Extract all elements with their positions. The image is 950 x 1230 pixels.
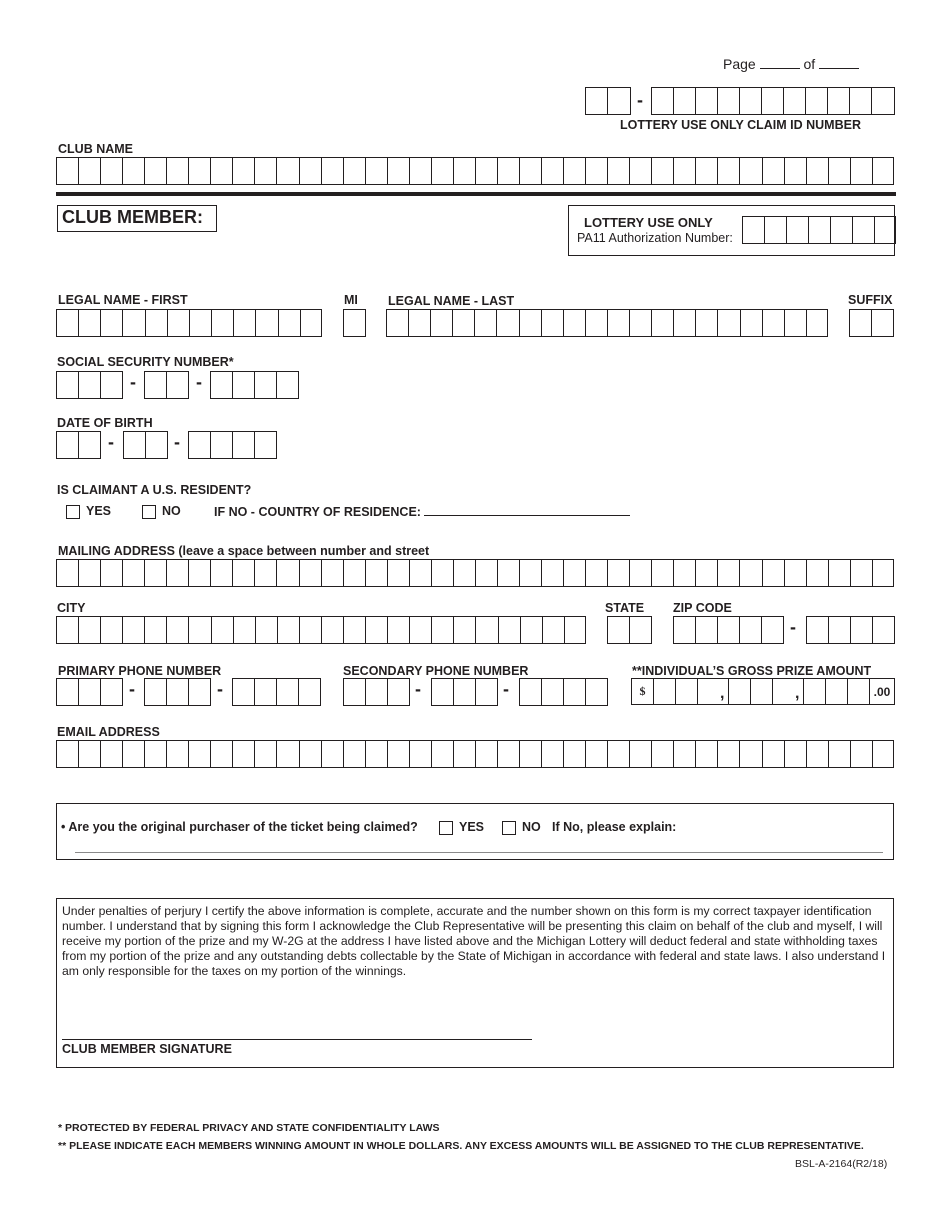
- char-cell[interactable]: [521, 617, 543, 643]
- resident-question: IS CLAIMANT A U.S. RESIDENT?: [57, 483, 252, 497]
- prize-dollar-sign: $: [632, 679, 654, 704]
- char-cell[interactable]: [851, 560, 873, 586]
- char-cell[interactable]: [564, 310, 586, 336]
- char-cell[interactable]: [763, 310, 785, 336]
- char-cell[interactable]: [652, 741, 674, 767]
- char-cell[interactable]: [211, 741, 233, 767]
- ssn-part1-boxes[interactable]: [56, 371, 123, 399]
- char-cell[interactable]: [233, 560, 255, 586]
- char-cell[interactable]: [851, 741, 873, 767]
- char-cell[interactable]: [674, 310, 696, 336]
- char-cell[interactable]: [101, 310, 123, 336]
- char-cell[interactable]: [476, 158, 498, 184]
- resident-no-option[interactable]: [142, 504, 181, 519]
- char-cell[interactable]: [873, 741, 895, 767]
- suffix-label: SUFFIX: [848, 293, 893, 307]
- dob-year-boxes[interactable]: [188, 431, 277, 459]
- char-cell[interactable]: [718, 310, 740, 336]
- ssn-part2-boxes[interactable]: [144, 371, 189, 399]
- char-cell[interactable]: [57, 310, 79, 336]
- char-cell[interactable]: [564, 741, 586, 767]
- char-cell[interactable]: [564, 560, 586, 586]
- secondary-phone-dash-1: -: [415, 679, 421, 699]
- char-cell[interactable]: [851, 158, 873, 184]
- char-cell[interactable]: [255, 158, 277, 184]
- original-purchaser-box: [56, 803, 894, 860]
- char-cell[interactable]: [167, 617, 189, 643]
- club-member-title: CLUB MEMBER:: [57, 205, 217, 232]
- purchaser-explain-label: If No, please explain:: [552, 820, 677, 834]
- char-cell[interactable]: [79, 741, 101, 767]
- mailing-address-field[interactable]: [56, 559, 894, 587]
- char-cell[interactable]: [542, 310, 564, 336]
- char-cell[interactable]: [322, 741, 344, 767]
- secondary-phone-area-boxes[interactable]: [343, 678, 410, 706]
- char-cell[interactable]: [101, 741, 123, 767]
- suffix-field[interactable]: [849, 309, 894, 337]
- char-cell[interactable]: [255, 560, 277, 586]
- char-cell[interactable]: [409, 310, 431, 336]
- char-cell[interactable]: [344, 741, 366, 767]
- char-cell[interactable]: [542, 158, 564, 184]
- char-cell[interactable]: [212, 310, 234, 336]
- char-cell[interactable]: [586, 741, 608, 767]
- char-cell[interactable]: [388, 741, 410, 767]
- resident-no-label: NO: [162, 504, 181, 518]
- char-cell[interactable]: [586, 310, 608, 336]
- char-cell[interactable]: [586, 158, 608, 184]
- char-cell[interactable]: [807, 560, 829, 586]
- prize-amount-label: **INDIVIDUAL’S GROSS PRIZE AMOUNT: [632, 664, 872, 678]
- claim-id-dash: -: [637, 90, 643, 110]
- prize-cents: .00: [873, 684, 891, 699]
- char-cell[interactable]: [279, 310, 301, 336]
- char-cell[interactable]: [696, 741, 718, 767]
- char-cell[interactable]: [410, 560, 432, 586]
- char-cell[interactable]: [608, 560, 630, 586]
- char-cell[interactable]: [256, 310, 278, 336]
- section-divider: [56, 192, 896, 196]
- country-field[interactable]: [424, 504, 630, 516]
- char-cell[interactable]: [630, 310, 652, 336]
- char-cell[interactable]: [123, 158, 145, 184]
- char-cell[interactable]: [608, 741, 630, 767]
- dob-day-boxes[interactable]: [123, 431, 168, 459]
- secondary-phone-prefix-boxes[interactable]: [431, 678, 498, 706]
- char-cell[interactable]: [277, 741, 299, 767]
- char-cell[interactable]: [322, 617, 344, 643]
- lottery-use-only-title: LOTTERY USE ONLY: [584, 215, 713, 230]
- char-cell[interactable]: [432, 158, 454, 184]
- char-cell[interactable]: [410, 741, 432, 767]
- char-cell[interactable]: [696, 310, 718, 336]
- char-cell[interactable]: [785, 741, 807, 767]
- ssn-dash-1: -: [130, 372, 136, 392]
- char-cell[interactable]: [431, 310, 453, 336]
- mi-field[interactable]: [343, 309, 366, 337]
- char-cell[interactable]: [652, 158, 674, 184]
- dob-dash-2: -: [174, 432, 180, 452]
- first-name-label: LEGAL NAME - FIRST: [58, 293, 188, 307]
- char-cell[interactable]: [79, 617, 101, 643]
- char-cell[interactable]: [807, 741, 829, 767]
- char-cell[interactable]: [829, 560, 851, 586]
- prize-comma-2: ,: [795, 685, 800, 702]
- resident-no-checkbox[interactable]: [142, 505, 156, 519]
- resident-yes-option[interactable]: [66, 504, 111, 519]
- char-cell[interactable]: [608, 158, 630, 184]
- char-cell[interactable]: [145, 158, 167, 184]
- char-cell[interactable]: [520, 560, 542, 586]
- char-cell[interactable]: [123, 310, 145, 336]
- whole-dollars-footnote: ** PLEASE INDICATE EACH MEMBERS WINNING AMOUNT IN WHOLE DOLLARS. ANY EXCESS AMOUNTS WILL BE ASSIGNED TO THE CLUB REPRESENTATIVE.: [58, 1140, 864, 1152]
- char-cell[interactable]: [499, 617, 521, 643]
- char-cell[interactable]: [366, 617, 388, 643]
- purchaser-explain-line[interactable]: [75, 852, 883, 853]
- char-cell[interactable]: [696, 560, 718, 586]
- char-cell[interactable]: [234, 310, 256, 336]
- zip-dash: -: [790, 617, 796, 637]
- char-cell[interactable]: [300, 158, 322, 184]
- char-cell[interactable]: [542, 560, 564, 586]
- char-cell[interactable]: [453, 310, 475, 336]
- secondary-phone-label: SECONDARY PHONE NUMBER: [343, 664, 529, 678]
- city-field[interactable]: [56, 616, 586, 644]
- char-cell[interactable]: [344, 158, 366, 184]
- char-cell[interactable]: [763, 158, 785, 184]
- purchaser-no-checkbox[interactable]: [502, 821, 516, 835]
- char-cell[interactable]: [432, 617, 454, 643]
- char-cell[interactable]: [300, 617, 322, 643]
- secondary-phone-dash-2: -: [503, 679, 509, 699]
- email-field[interactable]: [56, 740, 894, 768]
- char-cell[interactable]: [255, 741, 277, 767]
- char-cell[interactable]: [322, 560, 344, 586]
- claim-id-prefix-boxes[interactable]: [585, 87, 631, 115]
- char-cell[interactable]: [542, 741, 564, 767]
- char-cell[interactable]: [57, 158, 79, 184]
- club-name-label: CLUB NAME: [58, 142, 133, 156]
- purchaser-no-option[interactable]: [502, 820, 541, 835]
- mi-label: MI: [344, 293, 358, 307]
- signature-line[interactable]: [62, 1039, 532, 1040]
- char-cell[interactable]: [652, 560, 674, 586]
- last-name-label: LEGAL NAME - LAST: [388, 294, 515, 308]
- page-number-field[interactable]: [760, 68, 800, 69]
- char-cell[interactable]: [630, 741, 652, 767]
- char-cell[interactable]: [300, 741, 322, 767]
- char-cell[interactable]: [233, 741, 255, 767]
- char-cell[interactable]: [454, 560, 476, 586]
- char-cell[interactable]: [652, 310, 674, 336]
- country-label: IF NO - COUNTRY OF RESIDENCE:: [214, 505, 421, 519]
- char-cell[interactable]: [586, 560, 608, 586]
- char-cell[interactable]: [807, 310, 829, 336]
- char-cell[interactable]: [211, 158, 233, 184]
- club-name-field[interactable]: [56, 157, 894, 185]
- char-cell[interactable]: [498, 560, 520, 586]
- purchaser-bullet: •: [61, 820, 66, 834]
- char-cell[interactable]: [718, 560, 740, 586]
- primary-phone-dash-2: -: [217, 679, 223, 699]
- last-name-field[interactable]: [386, 309, 828, 337]
- state-field[interactable]: [607, 616, 652, 644]
- char-cell[interactable]: [476, 617, 498, 643]
- ssn-label: SOCIAL SECURITY NUMBER*: [57, 355, 234, 369]
- char-cell[interactable]: [366, 158, 388, 184]
- char-cell[interactable]: [168, 310, 190, 336]
- char-cell[interactable]: [167, 560, 189, 586]
- char-cell[interactable]: [873, 158, 895, 184]
- char-cell[interactable]: [630, 158, 652, 184]
- char-cell[interactable]: [57, 741, 79, 767]
- certification-text: Under penalties of perjury I certify the above information is complete, accurate and the number shown on this form is my correct taxpayer identification number. I understand that by signing this form I acknowledge the Club Representative will be presenting this claim on behalf of the club and myself, I will receive my portion of the prize and my W-2G at the address I have listed above and the Michigan Lottery will deduct federal and state withholding taxes from my portion of the prize and any outstanding debts collectable by the State of Michigan in accordance with federal and state laws. I also understand I am only responsible for the taxes on my portion of the winnings.: [62, 904, 886, 978]
- char-cell[interactable]: [718, 741, 740, 767]
- char-cell[interactable]: [410, 617, 432, 643]
- state-label: STATE: [605, 601, 645, 615]
- char-cell[interactable]: [740, 158, 762, 184]
- lottery-use-only-box: [568, 205, 895, 256]
- pa11-label: PA11 Authorization Number:: [577, 231, 733, 245]
- purchaser-no-label: NO: [522, 820, 541, 834]
- char-cell[interactable]: [79, 310, 101, 336]
- certification-box: [56, 898, 894, 1068]
- dob-label: DATE OF BIRTH: [57, 416, 153, 430]
- char-cell[interactable]: [829, 741, 851, 767]
- char-cell[interactable]: [763, 560, 785, 586]
- dob-month-boxes[interactable]: [56, 431, 101, 459]
- char-cell[interactable]: [785, 158, 807, 184]
- char-cell[interactable]: [211, 560, 233, 586]
- char-cell[interactable]: [543, 617, 565, 643]
- char-cell[interactable]: [301, 310, 323, 336]
- char-cell[interactable]: [278, 617, 300, 643]
- primary-phone-prefix-boxes[interactable]: [144, 678, 211, 706]
- char-cell[interactable]: [696, 158, 718, 184]
- pa11-number-boxes[interactable]: [742, 216, 896, 244]
- purchaser-line: [61, 820, 418, 834]
- char-cell[interactable]: [740, 560, 762, 586]
- char-cell[interactable]: [101, 158, 123, 184]
- char-cell[interactable]: [145, 560, 167, 586]
- char-cell[interactable]: [520, 310, 542, 336]
- char-cell[interactable]: [476, 741, 498, 767]
- purchaser-question: Are you the original purchaser of the ticket being claimed?: [68, 820, 418, 834]
- char-cell[interactable]: [190, 310, 212, 336]
- char-cell[interactable]: [145, 741, 167, 767]
- char-cell[interactable]: [277, 158, 299, 184]
- char-cell[interactable]: [123, 617, 145, 643]
- secondary-phone-line-boxes[interactable]: [519, 678, 608, 706]
- purchaser-yes-option[interactable]: [439, 820, 484, 835]
- char-cell[interactable]: [674, 560, 696, 586]
- primary-phone-line-boxes[interactable]: [232, 678, 321, 706]
- city-label: CITY: [57, 601, 86, 615]
- char-cell[interactable]: [79, 560, 101, 586]
- char-cell[interactable]: [167, 741, 189, 767]
- zip-main-field[interactable]: [673, 616, 784, 644]
- primary-phone-area-boxes[interactable]: [56, 678, 123, 706]
- char-cell[interactable]: [344, 617, 366, 643]
- char-cell[interactable]: [498, 741, 520, 767]
- mailing-address-label: MAILING ADDRESS (leave a space between number and street: [58, 544, 430, 558]
- char-cell[interactable]: [564, 158, 586, 184]
- char-cell[interactable]: [873, 560, 895, 586]
- char-cell[interactable]: [189, 560, 211, 586]
- char-cell[interactable]: [322, 158, 344, 184]
- char-cell[interactable]: [520, 741, 542, 767]
- primary-phone-label: PRIMARY PHONE NUMBER: [58, 664, 222, 678]
- char-cell[interactable]: [277, 560, 299, 586]
- char-cell[interactable]: [763, 741, 785, 767]
- page-total-field[interactable]: [819, 68, 859, 69]
- zip-plus4-field[interactable]: [806, 616, 895, 644]
- char-cell[interactable]: [101, 617, 123, 643]
- char-cell[interactable]: [454, 617, 476, 643]
- char-cell[interactable]: [123, 741, 145, 767]
- email-label: EMAIL ADDRESS: [57, 725, 160, 739]
- char-cell[interactable]: [829, 158, 851, 184]
- char-cell[interactable]: [212, 617, 234, 643]
- char-cell[interactable]: [344, 560, 366, 586]
- signature-label: CLUB MEMBER SIGNATURE: [62, 1042, 232, 1056]
- char-cell[interactable]: [807, 158, 829, 184]
- char-cell[interactable]: [674, 741, 696, 767]
- page-label: Page: [723, 56, 756, 72]
- char-cell[interactable]: [256, 617, 278, 643]
- zip-label: ZIP CODE: [673, 601, 732, 615]
- char-cell[interactable]: [189, 617, 211, 643]
- primary-phone-dash-1: -: [129, 679, 135, 699]
- char-cell[interactable]: [189, 741, 211, 767]
- char-cell[interactable]: [454, 158, 476, 184]
- char-cell[interactable]: [565, 617, 587, 643]
- char-cell[interactable]: [234, 617, 256, 643]
- ssn-dash-2: -: [196, 372, 202, 392]
- resident-yes-checkbox[interactable]: [66, 505, 80, 519]
- char-cell[interactable]: [498, 158, 520, 184]
- char-cell[interactable]: [57, 560, 79, 586]
- char-cell[interactable]: [366, 741, 388, 767]
- claim-id-number-boxes[interactable]: [651, 87, 895, 115]
- first-name-field[interactable]: [56, 309, 322, 337]
- form-id: BSL-A-2164(R2/18): [795, 1158, 888, 1170]
- char-cell[interactable]: [630, 560, 652, 586]
- char-cell[interactable]: [388, 158, 410, 184]
- char-cell[interactable]: [432, 741, 454, 767]
- char-cell[interactable]: [410, 158, 432, 184]
- country-line: [214, 504, 630, 519]
- prize-amount-field[interactable]: [631, 678, 895, 705]
- char-cell[interactable]: [300, 560, 322, 586]
- char-cell[interactable]: [432, 560, 454, 586]
- dob-dash-1: -: [108, 432, 114, 452]
- claim-id-label: LOTTERY USE ONLY CLAIM ID NUMBER: [620, 118, 861, 132]
- char-cell[interactable]: [57, 617, 79, 643]
- of-label: of: [803, 56, 816, 72]
- char-cell[interactable]: [101, 560, 123, 586]
- char-cell[interactable]: [674, 158, 696, 184]
- char-cell[interactable]: [387, 310, 409, 336]
- char-cell[interactable]: [475, 310, 497, 336]
- char-cell[interactable]: [233, 158, 255, 184]
- char-cell[interactable]: [145, 617, 167, 643]
- char-cell[interactable]: [497, 310, 519, 336]
- char-cell[interactable]: [388, 617, 410, 643]
- char-cell[interactable]: [167, 158, 189, 184]
- resident-yes-label: YES: [86, 504, 112, 518]
- char-cell[interactable]: [189, 158, 211, 184]
- char-cell[interactable]: [366, 560, 388, 586]
- prize-comma-1: ,: [720, 685, 725, 702]
- char-cell[interactable]: [608, 310, 630, 336]
- char-cell[interactable]: [123, 560, 145, 586]
- page-number-line: [723, 56, 859, 72]
- char-cell[interactable]: [718, 158, 740, 184]
- char-cell[interactable]: [520, 158, 542, 184]
- char-cell[interactable]: [146, 310, 168, 336]
- purchaser-yes-label: YES: [459, 820, 485, 834]
- privacy-footnote: * PROTECTED BY FEDERAL PRIVACY AND STATE CONFIDENTIALITY LAWS: [58, 1122, 440, 1134]
- char-cell[interactable]: [741, 310, 763, 336]
- char-cell[interactable]: [785, 560, 807, 586]
- char-cell[interactable]: [454, 741, 476, 767]
- char-cell[interactable]: [388, 560, 410, 586]
- char-cell[interactable]: [476, 560, 498, 586]
- char-cell[interactable]: [79, 158, 101, 184]
- char-cell[interactable]: [740, 741, 762, 767]
- purchaser-yes-checkbox[interactable]: [439, 821, 453, 835]
- ssn-part3-boxes[interactable]: [210, 371, 299, 399]
- char-cell[interactable]: [785, 310, 807, 336]
